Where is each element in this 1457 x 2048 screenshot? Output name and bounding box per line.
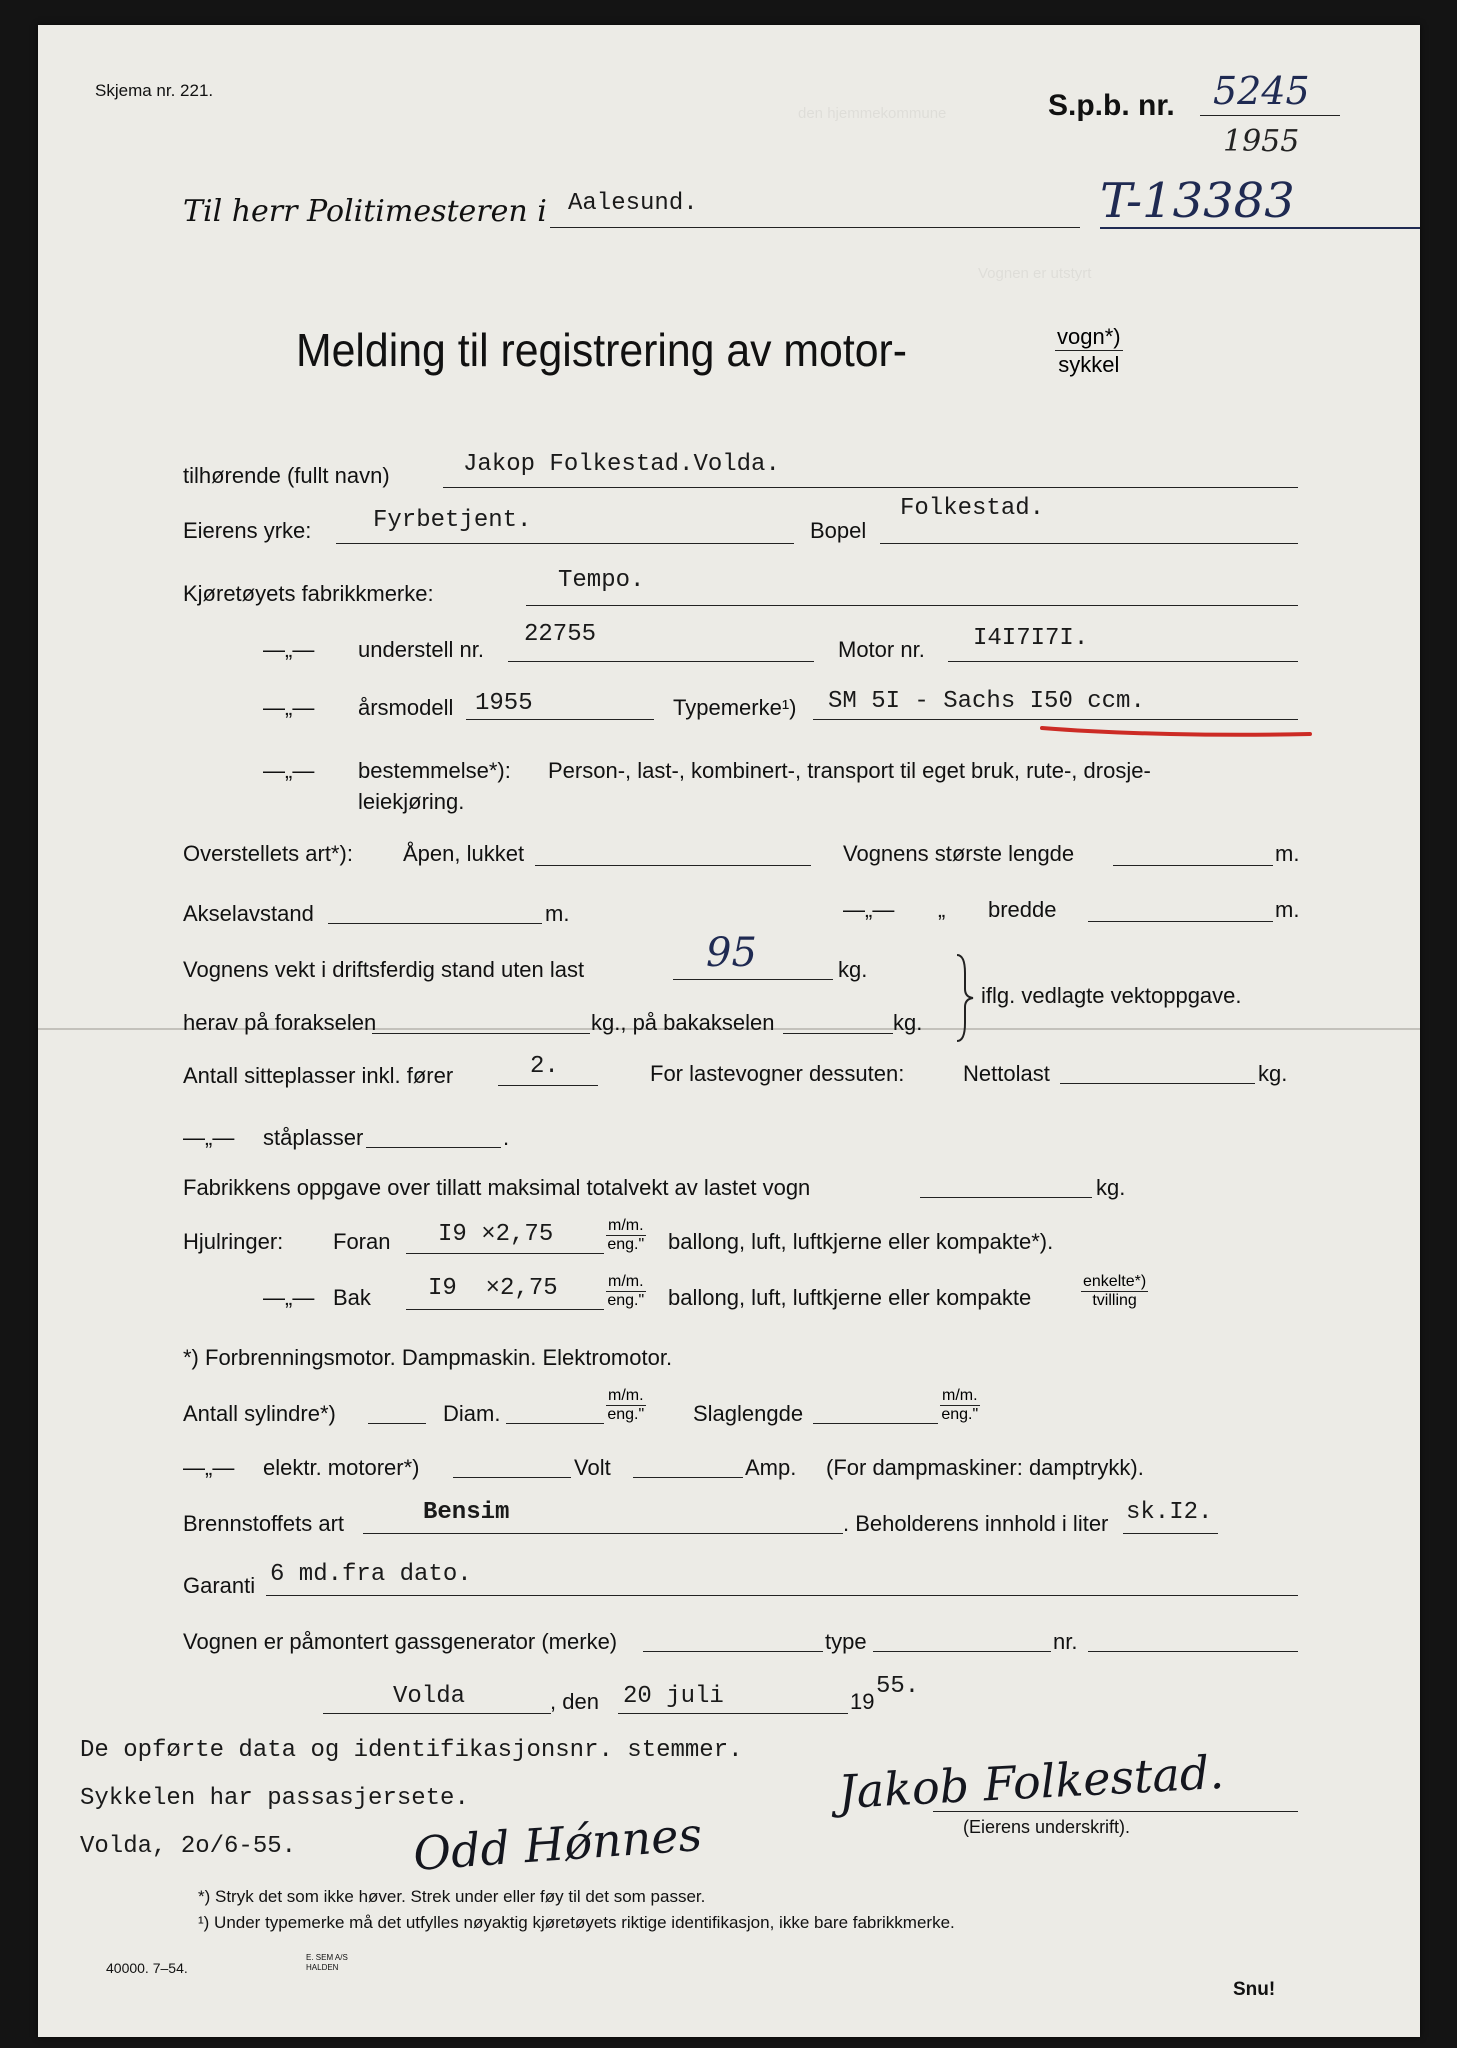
length-label: Vognens største lengde xyxy=(843,841,1075,866)
ditto-mark: —„— xyxy=(263,758,315,783)
ditto-mark: —„— xyxy=(263,695,315,720)
wheelbase-line xyxy=(328,923,542,924)
steam-label: (For dampmaskiner: damptrykk). xyxy=(826,1455,1144,1480)
gas-type-label: type xyxy=(825,1629,867,1654)
chassis-value: 22755 xyxy=(524,621,597,648)
motor-line xyxy=(948,661,1298,662)
spb-label: S.p.b. nr. xyxy=(1048,89,1175,122)
model-year-value: 1955 xyxy=(475,690,533,717)
width-line xyxy=(1088,921,1273,922)
owner-signature-line xyxy=(933,1811,1298,1812)
rear-tire-types: ballong, luft, luftkjerne eller kompakte xyxy=(668,1285,1032,1310)
rear-axle-line xyxy=(783,1033,893,1034)
make-value: Tempo. xyxy=(558,567,645,594)
weight-note: iflg. vedlagte vektoppgave. xyxy=(981,983,1242,1008)
occupation-label: Eierens yrke: xyxy=(183,518,312,543)
tank-label: . Beholderens innhold i liter xyxy=(843,1511,1109,1536)
electric-motors-label: elektr. motorer*) xyxy=(263,1455,420,1480)
wheelbase-label: Akselavstand xyxy=(183,901,314,926)
body-line xyxy=(535,865,811,866)
front-tire-line xyxy=(406,1253,604,1254)
turn-over-note: Snu! xyxy=(1233,1979,1276,2000)
ditto-mark: —„— xyxy=(183,1455,235,1480)
width-label: bredde xyxy=(988,897,1057,922)
verification-note-3: Volda, 2o/6-55. xyxy=(80,1833,297,1860)
residence-line xyxy=(880,543,1298,544)
tires-label: Hjulringer: xyxy=(183,1229,284,1254)
standing-label: ståplasser xyxy=(263,1125,364,1150)
max-weight-unit: kg. xyxy=(1096,1175,1126,1200)
form-number: Skjema nr. 221. xyxy=(95,81,214,100)
rear-tire-unit: m/m. eng." xyxy=(607,1273,645,1309)
printer-mark: E. SEM A/S HALDEN xyxy=(306,1953,348,1972)
fuel-label: Brennstoffets art xyxy=(183,1511,345,1536)
engine-types: *) Forbrenningsmotor. Dampmaskin. Elektromotor. xyxy=(183,1345,673,1370)
guarantee-line xyxy=(266,1595,1298,1596)
red-underline-mark xyxy=(1038,720,1318,746)
amp-label: Amp. xyxy=(745,1455,797,1480)
owner-signature: Jakob Folkestad. xyxy=(836,1744,1226,1820)
weight-value: 95 xyxy=(706,930,757,976)
fuel-line xyxy=(363,1533,843,1534)
volt-line xyxy=(633,1477,743,1478)
seats-label: Antall sitteplasser inkl. fører xyxy=(183,1063,454,1088)
chassis-label: understell nr. xyxy=(358,637,484,662)
city-line xyxy=(550,227,1080,228)
weight-unit: kg. xyxy=(838,957,868,982)
rear-tire-line xyxy=(406,1309,604,1310)
stroke-unit: m/m. eng." xyxy=(941,1387,979,1423)
ditto-quote: „ xyxy=(938,897,946,922)
form-title: Melding til registrering av motor- xyxy=(296,324,908,376)
seats-value: 2. xyxy=(530,1053,559,1080)
print-code: 40000. 7–54. xyxy=(106,1960,188,1976)
signing-den-label: , den xyxy=(550,1689,599,1714)
footnote-1: *) Stryk det som ikke høver. Strek under eller føy til det som passer. xyxy=(198,1887,706,1906)
signing-date-line xyxy=(618,1713,848,1714)
brace-bracket xyxy=(953,953,977,1043)
rear-axle-label: kg., på bakakselen xyxy=(591,1010,775,1035)
standing-dot: . xyxy=(503,1125,510,1150)
diameter-unit: m/m. eng." xyxy=(607,1387,645,1423)
owner-signature-label: (Eierens underskrift). xyxy=(963,1817,1131,1837)
ditto-mark: —„— xyxy=(263,1285,315,1310)
gas-nr-label: nr. xyxy=(1053,1629,1078,1654)
purpose-options-cont: leiekjøring. xyxy=(358,789,465,814)
diameter-line xyxy=(506,1423,604,1424)
gas-type-line xyxy=(873,1651,1051,1652)
length-line xyxy=(1113,865,1273,866)
motor-label: Motor nr. xyxy=(838,637,925,662)
spb-underline xyxy=(1200,115,1340,116)
spb-year: 1955 xyxy=(1223,124,1300,159)
signing-year: 55. xyxy=(876,1673,920,1700)
ditto-mark: —„— xyxy=(843,897,895,922)
rear-tire-value: I9 ×2,75 xyxy=(428,1275,558,1302)
rear-tire-label: Bak xyxy=(333,1285,371,1310)
weight-line xyxy=(673,979,833,980)
tank-line xyxy=(1123,1533,1218,1534)
max-weight-line xyxy=(920,1197,1092,1198)
make-line xyxy=(526,605,1298,606)
gas-nr-line xyxy=(1088,1651,1298,1652)
stroke-label: Slaglengde xyxy=(693,1401,804,1426)
net-load-unit: kg. xyxy=(1258,1061,1288,1086)
stroke-line xyxy=(813,1423,938,1424)
cargo-label: For lastevogner dessuten: xyxy=(650,1061,905,1086)
tank-value: sk.I2. xyxy=(1126,1499,1213,1526)
bleed-through-text: Vognen er utstyrt xyxy=(978,265,1092,282)
spb-number: 5245 xyxy=(1213,69,1310,113)
signing-date: 20 juli xyxy=(623,1683,724,1710)
guarantee-value: 6 md.fra dato. xyxy=(270,1561,472,1588)
electric-motors-line xyxy=(453,1477,571,1478)
net-load-line xyxy=(1060,1083,1255,1084)
gas-generator-label: Vognen er påmontert gassgenerator (merke) xyxy=(183,1629,618,1654)
front-tire-label: Foran xyxy=(333,1229,391,1254)
front-axle-label: herav på forakselen xyxy=(183,1010,377,1035)
residence-value: Folkestad. xyxy=(900,495,1045,522)
fuel-value: Bensim xyxy=(423,1499,510,1526)
occupation-line xyxy=(336,543,794,544)
model-year-line xyxy=(466,719,654,720)
residence-label: Bopel xyxy=(810,518,867,543)
verification-note-2: Sykkelen har passasjersete. xyxy=(80,1785,469,1812)
volt-label: Volt xyxy=(574,1455,611,1480)
owner-name-line xyxy=(443,487,1298,488)
guarantee-label: Garanti xyxy=(183,1573,256,1598)
ditto-mark: —„— xyxy=(183,1125,235,1150)
footnote-2: ¹) Under typemerke må det utfylles nøyaktig kjøretøyets riktige identifikasjon, ikke bare fabrikkmerke. xyxy=(198,1913,955,1932)
width-unit: m. xyxy=(1275,897,1300,922)
registration-number: T-13383 xyxy=(1100,173,1295,229)
max-weight-label: Fabrikkens oppgave over tillatt maksimal totalvekt av lastet vogn xyxy=(183,1175,811,1200)
occupation-value: Fyrbetjent. xyxy=(373,507,532,534)
purpose-label: bestemmelse*): xyxy=(358,758,511,783)
front-tire-unit: m/m. eng." xyxy=(607,1217,645,1253)
body-label: Overstellets art*): xyxy=(183,841,353,866)
signing-century: 19 xyxy=(850,1689,875,1714)
title-fraction: vogn*) sykkel xyxy=(1057,324,1121,377)
model-year-label: årsmodell xyxy=(358,695,454,720)
length-unit: m. xyxy=(1275,841,1300,866)
seats-line xyxy=(498,1085,598,1086)
weight-label: Vognens vekt i driftsferdig stand uten last xyxy=(183,957,585,982)
reg-underline xyxy=(1100,227,1420,229)
form-sheet xyxy=(38,25,1420,2037)
verification-note-1: De opførte data og identifikasjonsnr. stemmer. xyxy=(80,1737,743,1764)
motor-value: I4I7I7I. xyxy=(973,625,1089,652)
chassis-line xyxy=(508,661,814,662)
type-value: SM 5I - Sachs I50 ccm. xyxy=(828,688,1145,715)
bleed-through-text: den hjemmekommune xyxy=(798,105,947,122)
body-options: Åpen, lukket xyxy=(403,841,525,866)
front-tire-value: I9 ×2,75 xyxy=(438,1221,554,1248)
signing-place-line xyxy=(323,1713,551,1714)
diameter-label: Diam. xyxy=(443,1401,501,1426)
owner-name-label: tilhørende (fullt navn) xyxy=(183,463,390,488)
net-load-label: Nettolast xyxy=(963,1061,1050,1086)
make-label: Kjøretøyets fabrikkmerke: xyxy=(183,581,434,606)
ditto-mark: —„— xyxy=(263,637,315,662)
cylinders-line xyxy=(368,1423,426,1424)
addressee: Til herr Politimesteren i xyxy=(183,194,547,229)
officer-signature: Odd Hǿnnes xyxy=(411,1806,704,1882)
standing-line xyxy=(366,1147,501,1148)
front-axle-line xyxy=(372,1033,590,1034)
front-tire-types: ballong, luft, luftkjerne eller kompakte*). xyxy=(668,1229,1054,1254)
gas-generator-line xyxy=(643,1651,823,1652)
purpose-options: Person-, last-, kombinert-, transport til eget bruk, rute-, drosje- xyxy=(548,758,1151,783)
type-label: Typemerke¹) xyxy=(673,695,797,720)
wheelbase-unit: m. xyxy=(545,901,570,926)
signing-place: Volda xyxy=(393,1683,466,1710)
enkelte-tvilling: enkelte*) tvilling xyxy=(1083,1273,1147,1309)
owner-name-value: Jakop Folkestad.Volda. xyxy=(463,451,780,478)
police-city: Aalesund. xyxy=(568,190,698,217)
cylinders-label: Antall sylindre*) xyxy=(183,1401,336,1426)
rear-axle-unit: kg. xyxy=(893,1010,923,1035)
